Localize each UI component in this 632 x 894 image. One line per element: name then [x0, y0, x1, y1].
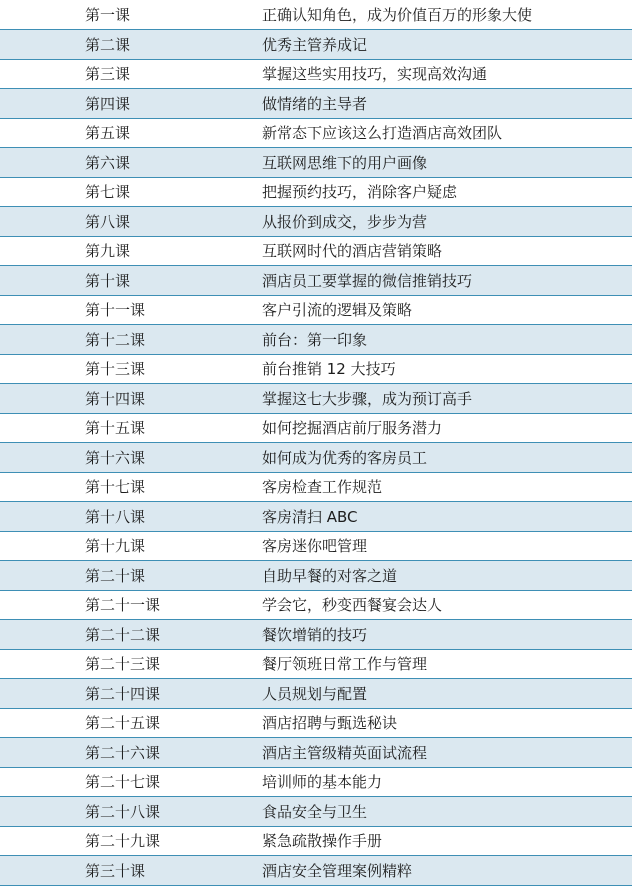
- lesson-title: 把握预约技巧，消除客户疑虑: [262, 177, 632, 207]
- lesson-number: 第四课: [0, 89, 262, 119]
- lesson-number: 第二十二课: [0, 620, 262, 650]
- lesson-title: 从报价到成交，步步为营: [262, 207, 632, 237]
- lesson-title: 客户引流的逻辑及策略: [262, 295, 632, 325]
- lesson-number: 第二十六课: [0, 738, 262, 768]
- lesson-title: 客房迷你吧管理: [262, 531, 632, 561]
- table-row: [0, 325, 632, 355]
- lesson-number: 第二十课: [0, 561, 262, 591]
- table-row: [0, 531, 632, 561]
- table-row: [0, 59, 632, 89]
- table-row: [0, 413, 632, 443]
- lesson-title: 食品安全与卫生: [262, 797, 632, 827]
- table-row: [0, 767, 632, 797]
- table-row: [0, 826, 632, 856]
- lesson-number: 第二十三课: [0, 649, 262, 679]
- lesson-number: 第十二课: [0, 325, 262, 355]
- lesson-number: 第十一课: [0, 295, 262, 325]
- lesson-title: 餐厅领班日常工作与管理: [262, 649, 632, 679]
- table-row: [0, 118, 632, 148]
- lesson-title: 酒店员工要掌握的微信推销技巧: [262, 266, 632, 296]
- lesson-number: 第八课: [0, 207, 262, 237]
- lesson-title: 正确认知角色，成为价值百万的形象大使: [262, 0, 632, 30]
- lesson-title: 自助早餐的对客之道: [262, 561, 632, 591]
- lesson-number: 第二十八课: [0, 797, 262, 827]
- table-row: [0, 620, 632, 650]
- lesson-number: 第十六课: [0, 443, 262, 473]
- table-row: [0, 708, 632, 738]
- lesson-number: 第二十一课: [0, 590, 262, 620]
- table-row: [0, 679, 632, 709]
- lesson-number: 第六课: [0, 148, 262, 178]
- lesson-number: 第二课: [0, 30, 262, 60]
- lesson-number: 第十八课: [0, 502, 262, 532]
- lesson-title: 紧急疏散操作手册: [262, 826, 632, 856]
- lesson-number: 第二十七课: [0, 767, 262, 797]
- lesson-title: 优秀主管养成记: [262, 30, 632, 60]
- lesson-number: 第十四课: [0, 384, 262, 414]
- lesson-title: 前台：第一印象: [262, 325, 632, 355]
- table-row: [0, 502, 632, 532]
- lesson-number: 第七课: [0, 177, 262, 207]
- lesson-number: 第十七课: [0, 472, 262, 502]
- lesson-title: 酒店安全管理案例精粹: [262, 856, 632, 886]
- table-row: [0, 89, 632, 119]
- lesson-number: 第二十四课: [0, 679, 262, 709]
- lesson-title: 做情绪的主导者: [262, 89, 632, 119]
- lesson-title: 掌握这些实用技巧，实现高效沟通: [262, 59, 632, 89]
- table-row: [0, 236, 632, 266]
- lesson-number: 第二十九课: [0, 826, 262, 856]
- lesson-title: 互联网思维下的用户画像: [262, 148, 632, 178]
- table-row: [0, 649, 632, 679]
- lesson-title: 如何挖掘酒店前厅服务潜力: [262, 413, 632, 443]
- lesson-title: 互联网时代的酒店营销策略: [262, 236, 632, 266]
- table-row: [0, 295, 632, 325]
- table-row: [0, 30, 632, 60]
- lesson-title: 新常态下应该这么打造酒店高效团队: [262, 118, 632, 148]
- lesson-number: 第十九课: [0, 531, 262, 561]
- lesson-number: 第三十课: [0, 856, 262, 886]
- lesson-title: 学会它，秒变西餐宴会达人: [262, 590, 632, 620]
- table-row: [0, 354, 632, 384]
- table-row: [0, 472, 632, 502]
- lesson-number: 第二十五课: [0, 708, 262, 738]
- table-row: [0, 0, 632, 30]
- lesson-number: 第三课: [0, 59, 262, 89]
- table-row: [0, 177, 632, 207]
- table-row: [0, 266, 632, 296]
- lesson-title: 培训师的基本能力: [262, 767, 632, 797]
- table-row: [0, 856, 632, 886]
- table-row: [0, 384, 632, 414]
- lesson-title: 酒店招聘与甄选秘诀: [262, 708, 632, 738]
- lesson-title: 客房清扫 ABC: [262, 502, 632, 532]
- lesson-number: 第五课: [0, 118, 262, 148]
- lesson-title: 客房检查工作规范: [262, 472, 632, 502]
- table-row: [0, 443, 632, 473]
- table-row: [0, 797, 632, 827]
- lesson-title: 前台推销 12 大技巧: [262, 354, 632, 384]
- lesson-number: 第十五课: [0, 413, 262, 443]
- lesson-number: 第十三课: [0, 354, 262, 384]
- lesson-title: 餐饮增销的技巧: [262, 620, 632, 650]
- lesson-title: 如何成为优秀的客房员工: [262, 443, 632, 473]
- lesson-title: 掌握这七大步骤，成为预订高手: [262, 384, 632, 414]
- table-row: [0, 590, 632, 620]
- table-row: [0, 148, 632, 178]
- table-row: [0, 738, 632, 768]
- lesson-number: 第九课: [0, 236, 262, 266]
- lesson-title: 酒店主管级精英面试流程: [262, 738, 632, 768]
- lesson-number: 第一课: [0, 0, 262, 30]
- lesson-number: 第十课: [0, 266, 262, 296]
- lesson-title: 人员规划与配置: [262, 679, 632, 709]
- table-row: [0, 207, 632, 237]
- table-row: [0, 561, 632, 591]
